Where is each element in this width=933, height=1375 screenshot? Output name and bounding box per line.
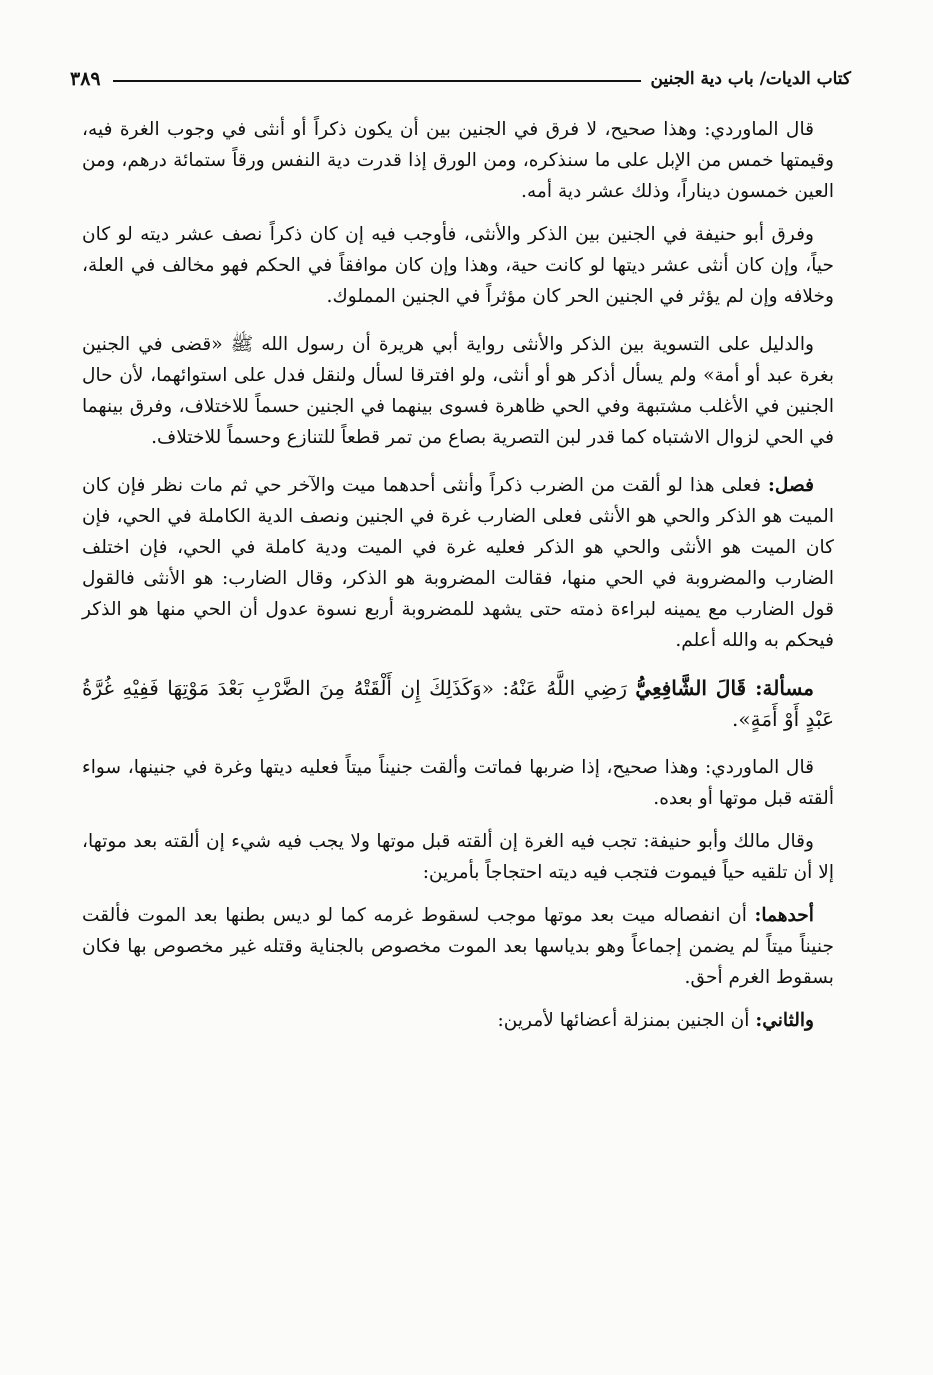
paragraph-spacer <box>82 814 834 826</box>
paragraph <box>82 114 834 207</box>
section-lead: والثاني: <box>755 1010 814 1031</box>
page-header <box>70 62 851 96</box>
section-paragraph <box>82 1005 834 1036</box>
paragraph-spacer <box>82 735 834 752</box>
header-rule <box>113 80 641 82</box>
paragraph-text: أن انفصاله ميت بعد موتها موجب لسقوط غرمه كما لو ديس بطنها بعد الموت فألقت جنيناً ميتاً لم يضمن إجماعاً وهو بدياسها بعد الموت مخصوص بالجناية وقتله غير مخصوص بها فكان بسقوط الغرم أحق. <box>82 905 834 988</box>
section-paragraph <box>82 470 834 656</box>
section-paragraph <box>82 900 834 993</box>
paragraph-text: قال الماوردي: وهذا صحيح، لا فرق في الجنين بين أن يكون ذكراً أو أنثى في وجوب الغرة فيه، وقيمتها خمس من الإبل على ما سنذكره، ومن الورق إذا قدرت دية النفس ورقاً ستمائة درهم، ومن العين خمسون ديناراً، وذلك عشر دية أمه. <box>82 119 834 202</box>
paragraph-spacer <box>82 312 834 329</box>
quoted-text: رَضِي اللَّهُ عَنْهُ: «وَكَذَلِكَ إِن أَلْقَتْهُ مِنَ الضَّرْبِ بَعْدَ مَوْتِهَا فَفِيْهِ غُرَّةُ عَبْدٍ أَوْ أَمَةٍ». <box>82 676 834 731</box>
paragraph-spacer <box>82 453 834 470</box>
paragraph-text: قال الماوردي: وهذا صحيح، إذا ضربها فماتت وألقت جنيناً ميتاً فعليه ديتها وغرة في جنينها، سواء ألقته قبل موتها أو بعده. <box>82 757 834 809</box>
section-lead: أحدهما: <box>754 905 814 926</box>
page-number: ٣٨٩ <box>70 68 101 90</box>
paragraph-text: أن الجنين بمنزلة أعضائها لأمرين: <box>497 1010 750 1031</box>
running-head: كتاب الديات/ باب دية الجنين <box>650 69 851 89</box>
paragraph <box>82 752 834 814</box>
paragraph <box>82 219 834 312</box>
paragraph-text: فعلى هذا لو ألقت من الضرب ذكراً وأنثى أحدهما ميت والآخر حي ثم مات نظر فإن كان الميت هو الذكر والحي هو الأنثى فعلى الضارب غرة في الجنين ونصف الدية الكاملة في الحي، فإن كان الميت هو الأنثى والحي هو الذكر فعليه غرة في الميت ودية كاملة في الحي، فإن اختلف الضارب والمضروبة في الحي منها، فقالت المضروبة هو الذكر، وقال الضارب: هو الأنثى فالقول قول الضارب مع يمينه لبراءة ذمته حتى يشهد للمضروبة أربع نسوة عدول أن الحي منها هو الذكر فيحكم به والله أعلم. <box>82 475 834 651</box>
page-body <box>82 114 834 1036</box>
paragraph-text: والدليل على التسوية بين الذكر والأنثى رواية أبي هريرة أن رسول الله ﷺ «قضى في الجنين بغرة عبد أو أمة» ولم يسأل أذكر هو أو أنثى، ولو افترقا لسأل ولنقل فدل على استوائهما، لأن حال الجنين في الأغلب مشتبهة وفي الحي ظاهرة فسوى بينهما في الجنين حسماً للاختلاف، وفرق بينهما في الحي لزوال الاشتباه كما قدر لبن التصرية بصاع من تمر قطعاً للتنازع وحسماً للاختلاف. <box>82 334 834 448</box>
section-lead: فصل: <box>768 475 814 496</box>
paragraph <box>82 329 834 453</box>
section-lead: مسألة: قَالَ الشَّافِعِيُّ <box>635 676 814 700</box>
paragraph-text: وقال مالك وأبو حنيفة: تجب فيه الغرة إن ألقته قبل موتها ولا يجب فيه شيء إن ألقته بعد موتها، إلا أن تلقيه حياً فيموت فتجب فيه ديته احتجاجاً بأمرين: <box>82 831 834 883</box>
paragraph-spacer <box>82 993 834 1005</box>
paragraph-spacer <box>82 207 834 219</box>
mas-ala-paragraph <box>82 673 834 735</box>
paragraph-spacer <box>82 656 834 673</box>
paragraph-text: وفرق أبو حنيفة في الجنين بين الذكر والأنثى، فأوجب فيه إن كان ذكراً نصف عشر ديته لو كان حياً، وإن كان أنثى عشر ديتها لو كانت حية، وهذا وإن كان موافقاً في الحكم فهو مخالف في العلة، وخلافه وإن لم يؤثر في الجنين الحر كان مؤثراً في الجنين المملوك. <box>82 224 834 307</box>
paragraph-spacer <box>82 888 834 900</box>
paragraph <box>82 826 834 888</box>
